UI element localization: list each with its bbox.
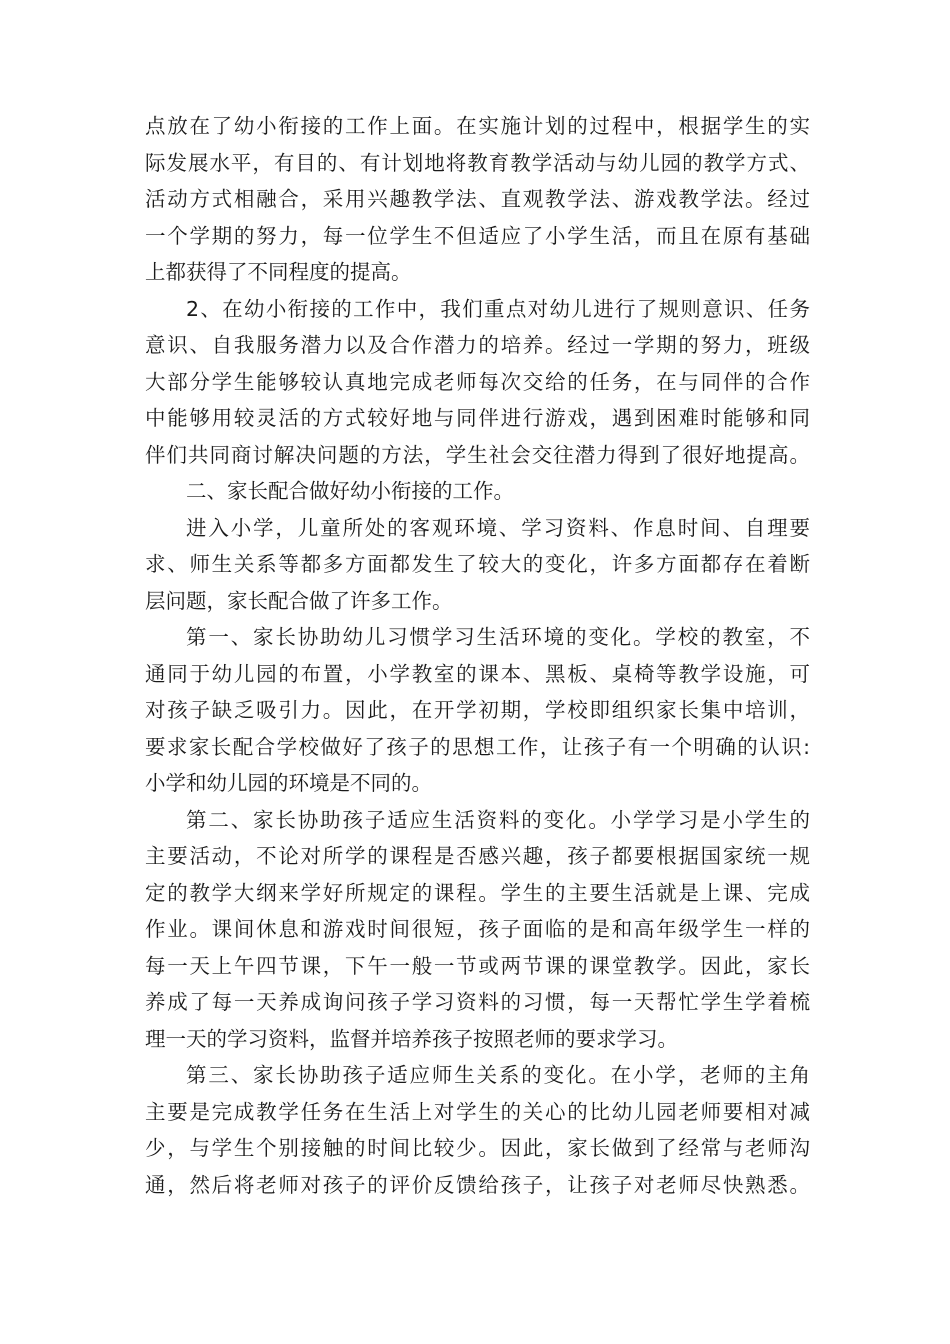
text-line: 通同于幼儿园的布置，小学教室的课本、黑板、桌椅等教学设施，可 — [145, 661, 810, 686]
text-line: 主要活动，不论对所学的课程是否感兴趣，孩子都要根据国家统一规 — [145, 844, 810, 868]
text-line: 伴们共同商讨解决问题的方法，学生社会交往潜力得到了很好地提高。 — [145, 442, 810, 467]
text-line: 要求家长配合学校做好了孩子的思想工作，让孩子有一个明确的认识: — [145, 734, 810, 759]
text-line: 一个学期的努力，每一位学生不但适应了小学生活，而且在原有基础 — [145, 223, 810, 248]
text-line: 第三、家长协助孩子适应师生关系的变化。在小学，老师的主角 — [186, 1063, 810, 1087]
text-line: 际发展水平，有目的、有计划地将教育教学活动与幼儿园的教学方式、 — [145, 150, 810, 175]
text-line: 每一天上午四节课，下午一般一节或两节课的课堂教学。因此，家长 — [145, 953, 810, 978]
text-line: 二、家长配合做好幼小衔接的工作。 — [186, 479, 514, 503]
text-line: 少，与学生个别接触的时间比较少。因此，家长做到了经常与老师沟 — [145, 1136, 810, 1160]
text-line: 求、师生关系等都多方面都发生了较大的变化，许多方面都存在着断 — [145, 552, 810, 576]
text-line: 大部分学生能够较认真地完成老师每次交给的任务，在与同伴的合作 — [145, 369, 810, 394]
text-line: 点放在了幼小衔接的工作上面。在实施计划的过程中，根据学生的实 — [145, 114, 810, 138]
text-line: 上都获得了不同程度的提高。 — [145, 260, 412, 284]
document-body — [145, 108, 810, 1203]
text-line: 意识、自我服务潜力以及合作潜力的培养。经过一学期的努力，班级 — [145, 333, 810, 357]
text-line: 作业。课间休息和游戏时间很短，孩子面临的是和高年级学生一样的 — [145, 917, 810, 941]
text-line: 理一天的学习资料，监督并培养孩子按照老师的要求学习。 — [145, 1026, 678, 1051]
text-line: 主要是完成教学任务在生活上对学生的关心的比幼儿园老师要相对减 — [145, 1099, 810, 1124]
text-line: 活动方式相融合，采用兴趣教学法、直观教学法、游戏教学法。经过 — [145, 187, 810, 211]
text-line: 中能够用较灵活的方式较好地与同伴进行游戏，遇到困难时能够和同 — [145, 406, 810, 430]
text-line: 通，然后将老师对孩子的评价反馈给孩子，让孩子对老师尽快熟悉。 — [145, 1172, 810, 1197]
text-line: 2、在幼小衔接的工作中，我们重点对幼儿进行了规则意识、任务 — [186, 296, 810, 321]
text-line: 对孩子缺乏吸引力。因此，在开学初期，学校即组织家长集中培训， — [145, 698, 810, 722]
text-line: 层问题，家长配合做了许多工作。 — [145, 588, 453, 613]
text-line: 第一、家长协助幼儿习惯学习生活环境的变化。学校的教室，不 — [186, 625, 810, 649]
text-line: 定的教学大纲来学好所规定的课程。学生的主要生活就是上课、完成 — [145, 880, 810, 905]
text-line: 养成了每一天养成询问孩子学习资料的习惯，每一天帮忙学生学着梳 — [145, 990, 810, 1014]
text-line: 第二、家长协助孩子适应生活资料的变化。小学学习是小学生的 — [186, 807, 810, 832]
text-line: 进入小学，儿童所处的客观环境、学习资料、作息时间、自理要 — [186, 515, 810, 540]
text-line: 小学和幼儿园的环境是不同的。 — [145, 771, 432, 795]
